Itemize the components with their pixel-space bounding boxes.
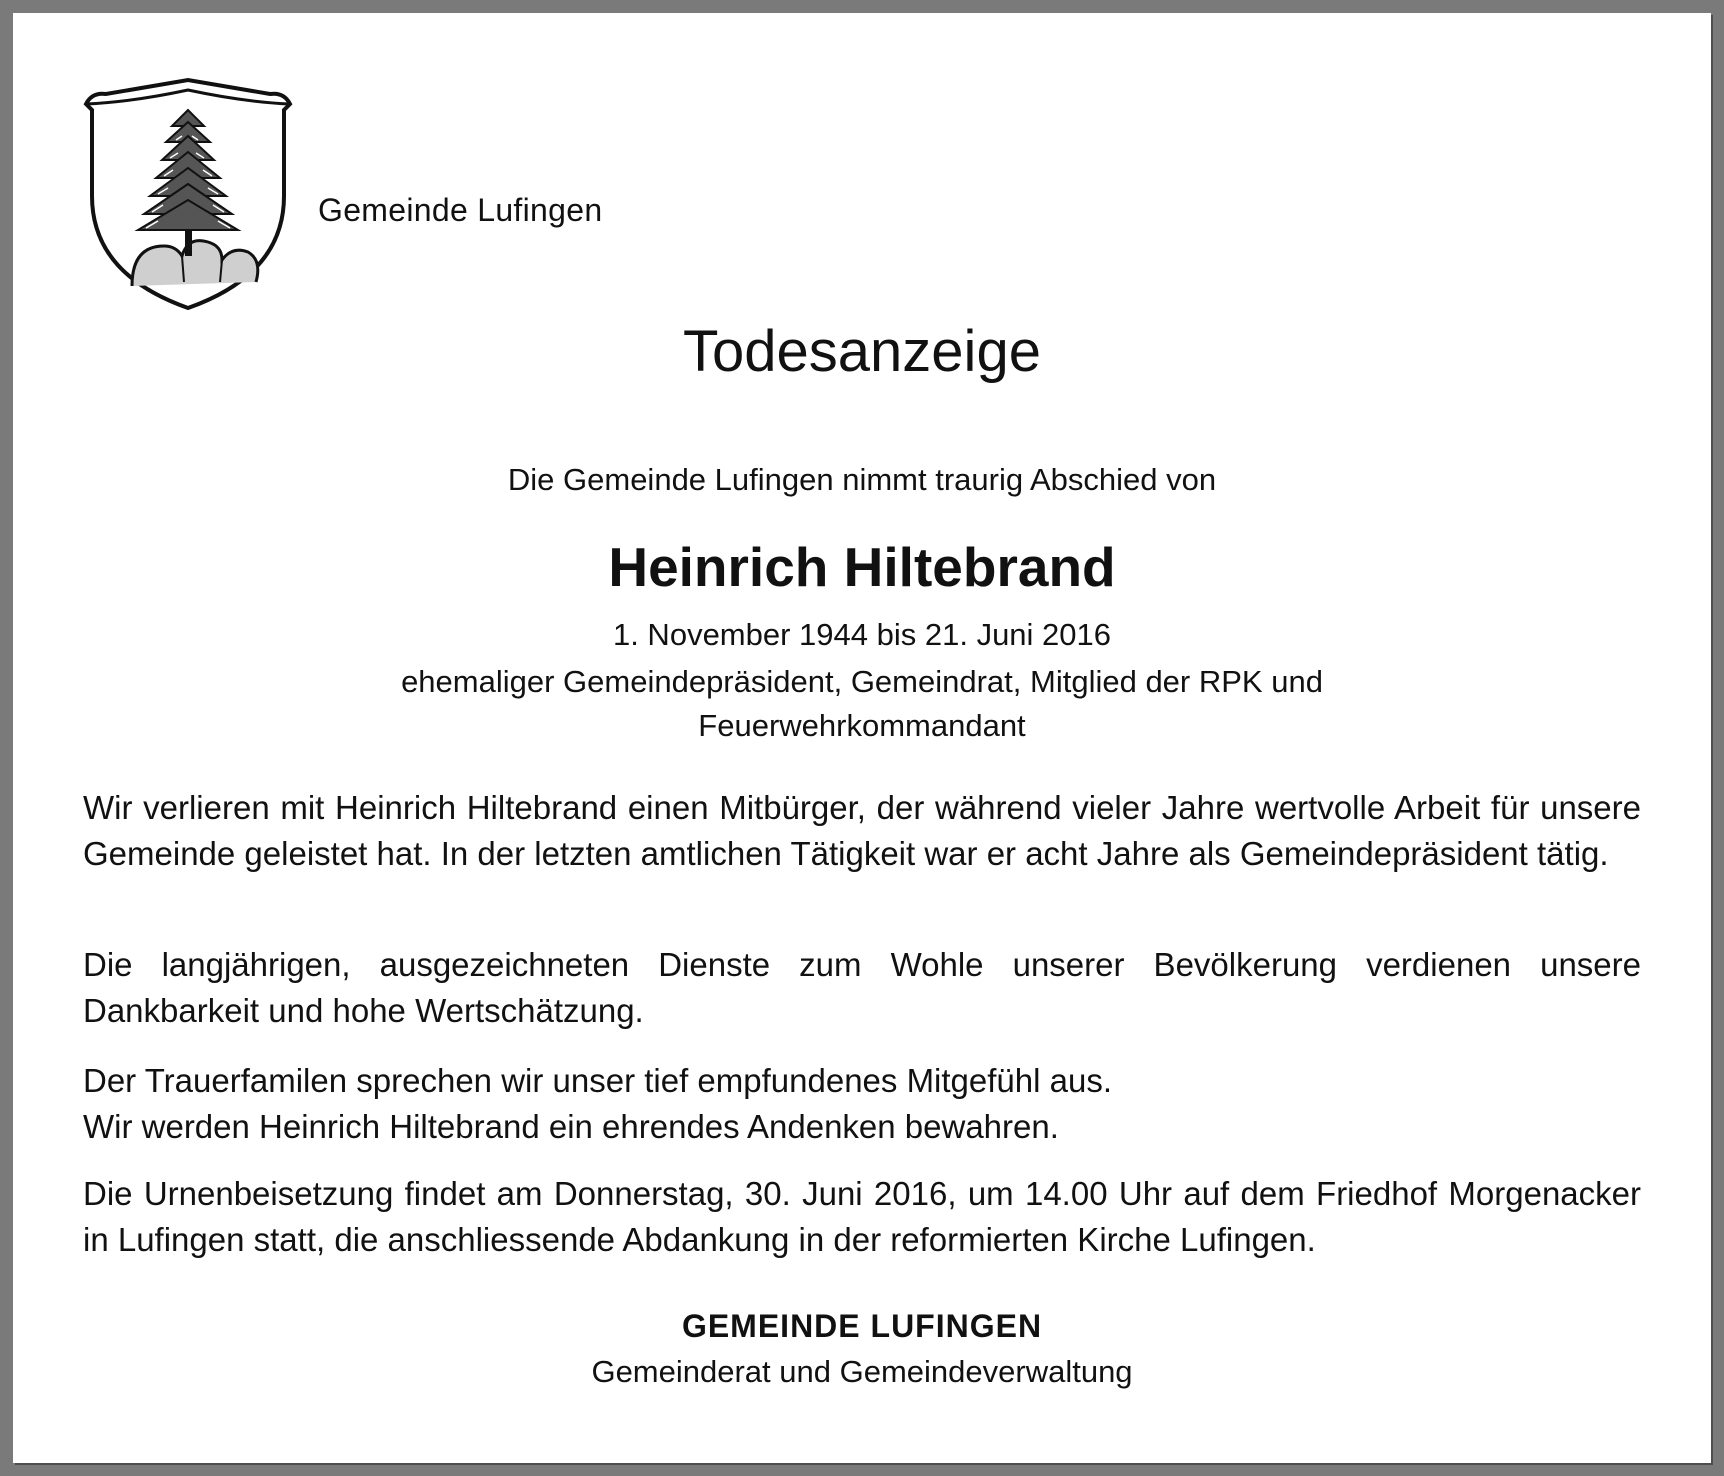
- notice-title: Todesanzeige: [683, 319, 1041, 384]
- signature-organization: GEMEINDE LUFINGEN: [681, 1308, 1043, 1344]
- life-dates: 1. November 1944 bis 21. Juni 2016: [612, 617, 1112, 652]
- paragraph-condolences: [83, 1058, 1641, 1149]
- former-roles: ehemaliger Gemeindepräsident, Gemeindrat, Mitglied der RPK und Feuerwehrkommandant: [401, 664, 1323, 743]
- paragraph-tribute: Wir verlieren mit Heinrich Hiltebrand einen Mitbürger, der während vieler Jahre wertvolle Arbeit für unsere Gemeinde geleistet hat. In der letzten amtlichen Tätigkeit war er acht Jahre als Gemeindepräsident tätig.: [83, 789, 1641, 872]
- municipality-name: Gemeinde Lufingen: [318, 192, 603, 228]
- signature-department: Gemeinderat und Gemeindeverwaltung: [591, 1354, 1133, 1389]
- deceased-name: Heinrich Hiltebrand: [608, 536, 1116, 598]
- intro-text: Die Gemeinde Lufingen nimmt traurig Abschied von: [507, 462, 1217, 497]
- coat-of-arms-logo: [72, 76, 304, 318]
- paragraph-gratitude: Die langjährigen, ausgezeichneten Dienste zum Wohle unserer Bevölkerung verdienen unsere Dankbarkeit und hohe Wertschätzung.: [83, 946, 1641, 1029]
- paragraph-funeral-details: Die Urnenbeisetzung findet am Donnerstag, 30. Juni 2016, um 14.00 Uhr auf dem Friedhof Morgenacker in Lufingen statt, die anschliessende Abdankung in der reformierten Kirche Lufingen.: [83, 1175, 1641, 1258]
- remembrance-line: Wir werden Heinrich Hiltebrand ein ehrendes Andenken bewahren.: [83, 1107, 1059, 1145]
- condolences-line: Der Trauerfamilen sprechen wir unser tief empfundenes Mitgefühl aus.: [83, 1062, 1113, 1099]
